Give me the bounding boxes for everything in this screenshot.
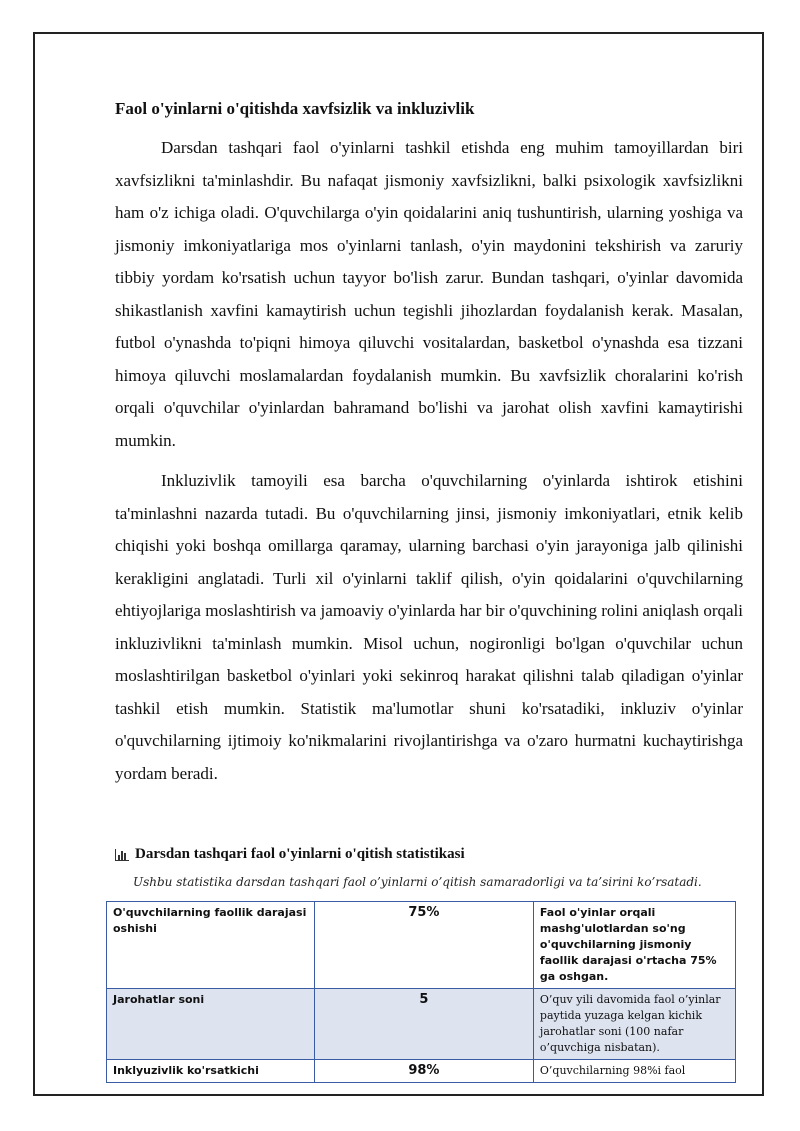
document-body — [115, 98, 743, 798]
table-row — [107, 902, 736, 989]
row-value: 5 — [314, 989, 533, 1060]
table-row — [107, 1060, 736, 1083]
paragraph-safety: Darsdan tashqari faol o'yinlarni tashkil etishda eng muhim tamoyillardan biri xavfsizlikni ta'minlashdir. Bu nafaqat jismoniy xavfsizlikni, balki psixologik xavfsizlikni ham o'z ichiga oladi. O'quvchilarga o'yin qoidalarini aniq tushuntirish, ularning yoshiga va jismoniy imkoniyatlariga mos o'yinlarni tanlash, o'yin maydonini tekshirish va zaruriy tibbiy yordam ko'rsatish uchun tayyor bo'lish zarur. Bundan tashqari, o'yinlar davomida shikastlanish xavfini kamaytirish uchun tegishli jihozlardan foydalanish kerak. Masalan, futbol o'ynashda to'piqni himoya qiluvchi vositalardan, basketbol o'ynashda esa tizzani himoya qiluvchi moslamalardan foydalanish mumkin. Bu xavfsizlik choralarini ko'rish orqali o'quvchilar o'yinlardan bahramand bo'lishi va jarohat olish xavfini kamaytirishi mumkin. — [115, 138, 743, 450]
paragraph-inclusivity: Inkluzivlik tamoyili esa barcha o'quvchilarning o'yinlarda ishtirok etishini ta'minlashni nazarda tutadi. Bu o'quvchilarning jinsi, jismoniy imkoniyatlari, etnik kelib chiqishi yoki boshqa omillarga qaramay, ularning barchasi o'yin jarayoniga jalb qilinishi kerakligini anglatadi. Turli xil o'yinlarni taklif qilish, o'yin qoidalarini o'quvchilarning ehtiyojlariga moslashtirish va jamoaviy o'yinlarda har bir o'quvchining rolini aniqlash orqali inkluzivlikni ta'minlash mumkin. Misol uchun, nogironligi bo'lgan o'quvchilar uchun moslashtirilgan basketbol o'yinlari yoki sekinroq harakat qilishni talab qiladigan o'yinlar tashkil etish mumkin. Statistik ma'lumotlar shuni ko'rsatadiki, inkluziv o'yinlar o'quvchilarning ijtimoiy ko'nikmalarini rivojlantirishga va o'zaro hurmatni kuchaytirishga yordam beradi. — [115, 471, 743, 783]
row-label: Inklyuzivlik ko'rsatkichi — [107, 1060, 315, 1083]
statistics-title-text: Darsdan tashqari faol o'yinlarni o'qitish statistikasi — [135, 846, 465, 862]
row-description: Faol o'yinlar orqali mashg'ulotlardan so'ng o'quvchilarning jismoniy faollik darajasi o'rtacha 75% ga oshgan. — [533, 902, 735, 989]
row-label: O'quvchilarning faollik darajasi oshishi — [107, 902, 315, 989]
row-value: 75% — [314, 902, 533, 989]
bar-chart-icon — [115, 849, 129, 861]
row-description: O’quv yili davomida faol o’yinlar paytida yuzaga kelgan kichik jarohatlar soni (100 nafar o’quvchiga nisbatan). — [533, 989, 735, 1060]
statistics-subtitle: Ushbu statistika darsdan tashqari faol o’yinlarni o’qitish samaradorligi va ta’sirini ko’rsatadi. — [133, 875, 702, 889]
statistics-table — [106, 901, 736, 1083]
row-description: O’quvchilarning 98%i faol — [533, 1060, 735, 1083]
row-value: 98% — [314, 1060, 533, 1083]
statistics-title — [115, 846, 465, 863]
row-label: Jarohatlar soni — [107, 989, 315, 1060]
section-heading: Faol o'yinlarni o'qitishda xavfsizlik va inkluzivlik — [115, 99, 475, 118]
table-row — [107, 989, 736, 1060]
